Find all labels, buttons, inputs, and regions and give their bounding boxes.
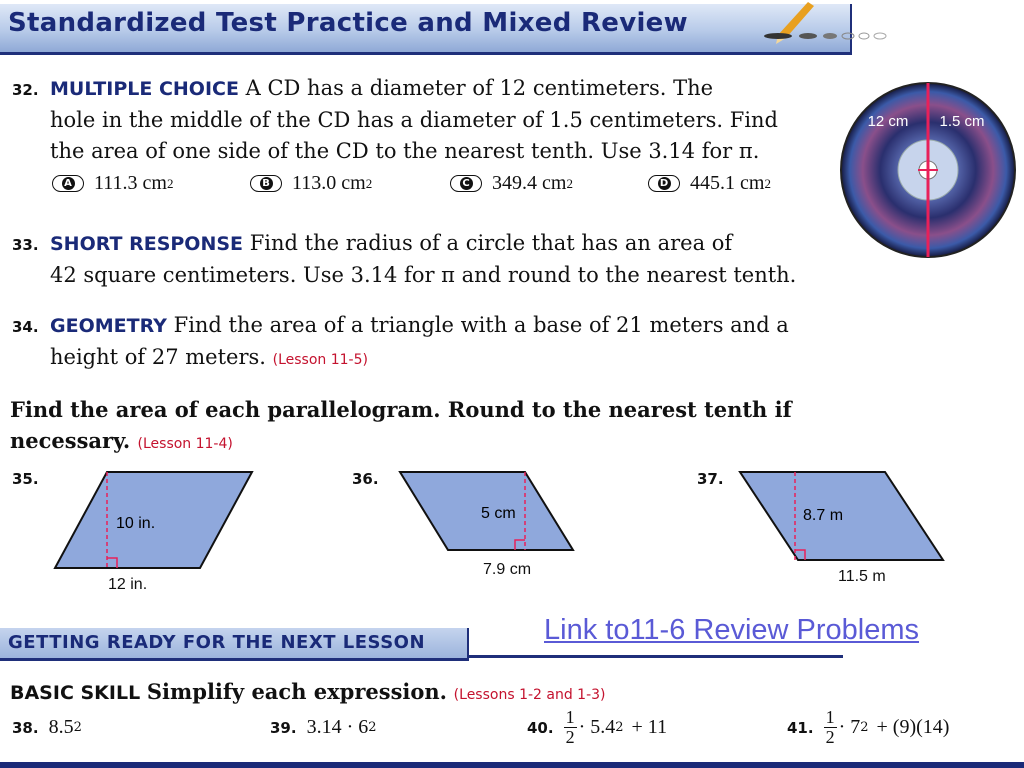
choice-bubble[interactable]: B <box>250 175 282 192</box>
choice-exponent: 2 <box>166 175 174 191</box>
exercise-41 <box>787 708 949 747</box>
basic-skill-tag: BASIC SKILL <box>10 682 141 704</box>
lesson-reference: (Lesson 11-4) <box>137 436 233 452</box>
parallelogram-37 <box>735 468 950 568</box>
figure-number: 37. <box>697 470 724 488</box>
question-number: 34. <box>12 318 39 336</box>
choice-value: 111.3 cm <box>94 172 167 194</box>
numerator: 1 <box>565 707 575 727</box>
expression: 8.5 <box>48 716 74 738</box>
choice-value: 349.4 cm <box>492 172 567 194</box>
question-34-text <box>50 310 840 376</box>
cd-illustration <box>838 80 1018 260</box>
denominator: 2 <box>565 727 575 747</box>
expression-tail: + (9)(14) <box>876 716 950 738</box>
question-number: 33. <box>12 236 39 254</box>
question-tag: MULTIPLE CHOICE <box>50 78 239 100</box>
base-label: 12 in. <box>108 576 148 593</box>
figure-number: 36. <box>352 470 379 488</box>
choice-d[interactable] <box>648 172 771 195</box>
choice-a[interactable] <box>52 172 173 195</box>
denominator: 2 <box>825 727 835 747</box>
question-line: A CD has a diameter of 12 centimeters. The <box>245 76 714 100</box>
question-tag: SHORT RESPONSE <box>50 233 244 255</box>
question-32-text <box>50 73 840 167</box>
lesson-reference: (Lessons 1-2 and 1-3) <box>453 687 606 703</box>
choice-exponent: 2 <box>566 175 573 191</box>
choice-bubble[interactable]: D <box>648 175 680 192</box>
height-label: 5 cm <box>481 505 516 522</box>
review-problems-link[interactable]: Link to11-6 Review Problems <box>544 614 920 646</box>
cd-inner-label: 1.5 cm <box>939 113 985 130</box>
exponent: 2 <box>368 720 377 735</box>
choice-value: 445.1 cm <box>690 172 765 194</box>
fraction <box>824 708 837 747</box>
figure-number: 35. <box>12 470 39 488</box>
exercise-number: 39. <box>270 718 297 737</box>
height-label: 10 in. <box>116 515 156 532</box>
bottom-border <box>0 762 1024 768</box>
expression: · 7 <box>838 716 861 738</box>
lesson-reference: (Lesson 11-5) <box>272 352 368 368</box>
next-lesson-rule <box>467 655 843 658</box>
parallelogram-instructions <box>10 394 810 460</box>
basic-skill-line <box>10 676 910 711</box>
choice-bubble[interactable]: C <box>450 175 482 192</box>
question-tag: GEOMETRY <box>50 315 167 337</box>
exponent: 2 <box>615 720 624 735</box>
page-title: Standardized Test Practice and Mixed Review <box>8 8 688 38</box>
basic-skill-text: Simplify each expression. <box>146 679 447 704</box>
exponent: 2 <box>860 720 869 735</box>
fraction <box>564 708 577 747</box>
pencil-decoration-icon <box>760 0 900 50</box>
choice-value: 113.0 cm <box>292 172 366 194</box>
question-line: 42 square centimeters. Use 3.14 for π and round to the nearest tenth. <box>50 263 797 287</box>
choice-b[interactable] <box>250 172 372 195</box>
exercise-39 <box>270 716 377 739</box>
question-line: Find the area of a triangle with a base of 21 meters and a <box>173 313 789 337</box>
exercise-40 <box>527 708 667 747</box>
choice-bubble[interactable]: A <box>52 175 84 192</box>
cd-outer-label: 12 cm <box>867 113 909 130</box>
expression: 3.14 · 6 <box>306 716 369 738</box>
question-number: 32. <box>12 81 39 99</box>
next-lesson-title: GETTING READY FOR THE NEXT LESSON <box>8 632 426 653</box>
question-33-text <box>50 228 840 291</box>
parallelogram-35 <box>50 468 260 578</box>
instruction-line: necessary. <box>10 428 131 453</box>
question-line: height of 27 meters. <box>50 345 266 369</box>
question-line: the area of one side of the CD to the nearest tenth. Use 3.14 for π. <box>50 139 760 163</box>
header <box>0 0 1024 62</box>
exercise-38 <box>12 716 82 739</box>
parallelogram-36 <box>395 468 580 558</box>
expression: · 5.4 <box>578 716 616 738</box>
base-label: 11.5 m <box>838 568 886 585</box>
instruction-line: Find the area of each parallelogram. Round to the nearest tenth if <box>10 397 792 422</box>
question-line: Find the radius of a circle that has an area of <box>249 231 733 255</box>
exercise-number: 40. <box>527 718 554 737</box>
exercise-number: 38. <box>12 718 39 737</box>
choice-c[interactable] <box>450 172 573 195</box>
base-label: 7.9 cm <box>483 561 532 578</box>
question-line: hole in the middle of the CD has a diameter of 1.5 centimeters. Find <box>50 108 778 132</box>
expression-tail: + 11 <box>631 716 668 738</box>
choice-exponent: 2 <box>365 175 373 191</box>
exercise-number: 41. <box>787 718 814 737</box>
numerator: 1 <box>825 707 835 727</box>
exponent: 2 <box>73 720 82 735</box>
choice-exponent: 2 <box>764 175 771 191</box>
height-label: 8.7 m <box>803 507 844 524</box>
